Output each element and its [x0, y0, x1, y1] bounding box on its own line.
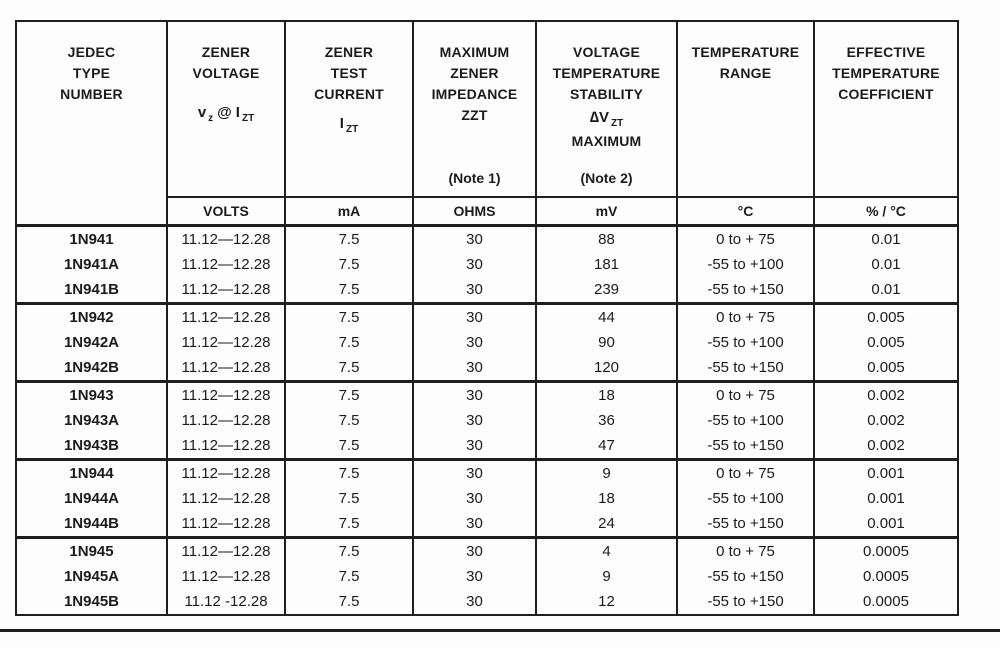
impedance-value: 30 [466, 334, 483, 351]
type-number: 1N945A [63, 568, 120, 585]
current-value: 7.5 [338, 387, 360, 404]
header-cell-stability [536, 21, 677, 197]
impedance-value: 30 [466, 387, 483, 404]
type-number: 1N943 [69, 387, 114, 404]
header-line: MAXIMUM [439, 44, 510, 60]
type-number: 1N942 [69, 309, 114, 326]
stability-value: 181 [593, 256, 620, 273]
header-line: ZENER [201, 44, 251, 60]
current-value: 7.5 [338, 465, 360, 482]
type-number: 1N944B [63, 515, 120, 532]
vz-at-izt-symbol: v $_z$ @ I $_{ZT}$ [197, 104, 255, 124]
current-value: 7.5 [338, 281, 360, 298]
voltage-cell [167, 460, 285, 538]
voltage-value: 11.12—12.28 [181, 256, 271, 273]
current-value: 7.5 [338, 256, 360, 273]
coefficient-value: 0.01 [871, 281, 901, 298]
header-line: RANGE [719, 65, 772, 81]
unit-mv: mV [536, 197, 677, 226]
impedance-value: 30 [466, 412, 483, 429]
header-line: MAXIMUM [571, 133, 642, 149]
stability-value: 239 [593, 281, 620, 298]
header-cell-impedance [413, 21, 536, 197]
voltage-value: 11.12—12.28 [181, 359, 271, 376]
unit-volts: VOLTS [167, 197, 285, 226]
impedance-cell [413, 538, 536, 616]
coefficient-value: 0.0005 [863, 568, 909, 585]
delta-vzt-symbol: ∆V $_{ZT}$ [589, 109, 624, 129]
impedance-value: 30 [466, 490, 483, 507]
izt-symbol: I $_{ZT}$ [339, 115, 359, 135]
range-value: 0 to + 75 [716, 387, 775, 404]
coefficient-cell [814, 460, 958, 538]
page-bottom-rule [0, 629, 1000, 632]
stability-value: 4 [602, 543, 611, 560]
impedance-value: 30 [466, 359, 483, 376]
range-value: -55 to +100 [707, 256, 784, 273]
type-number: 1N941A [63, 256, 120, 273]
stability-cell [536, 382, 677, 460]
note-1-reference: (Note 1) [448, 170, 501, 186]
header-cell-jedec [16, 21, 167, 226]
header-line: EFFECTIVE [846, 44, 926, 60]
voltage-value: 11.12—12.28 [181, 412, 271, 429]
spec-group-1n944 [16, 460, 958, 538]
impedance-value: 30 [466, 281, 483, 298]
type-number: 1N944 [69, 465, 114, 482]
range-value: -55 to +150 [707, 568, 784, 585]
impedance-cell [413, 382, 536, 460]
impedance-value: 30 [466, 231, 483, 248]
range-cell [677, 538, 814, 616]
coefficient-value: 0.005 [867, 309, 905, 326]
voltage-cell [167, 538, 285, 616]
voltage-value: 11.12—12.28 [181, 334, 271, 351]
stability-value: 90 [598, 334, 615, 351]
header-line: TEMPERATURE [691, 44, 800, 60]
impedance-value: 30 [466, 256, 483, 273]
type-cell [16, 460, 167, 538]
impedance-value: 30 [466, 437, 483, 454]
impedance-value: 30 [466, 309, 483, 326]
type-cell [16, 304, 167, 382]
coefficient-cell [814, 304, 958, 382]
spec-group-1n942 [16, 304, 958, 382]
coefficient-value: 0.01 [871, 231, 901, 248]
header-line: NUMBER [60, 86, 123, 102]
impedance-cell [413, 226, 536, 304]
type-number: 1N945 [69, 543, 114, 560]
current-value: 7.5 [338, 593, 360, 610]
header-line: TEMPERATURE [552, 65, 661, 81]
coefficient-value: 0.002 [867, 437, 905, 454]
type-number: 1N943B [63, 437, 120, 454]
header-line: IMPEDANCE [431, 86, 518, 102]
voltage-value: 11.12—12.28 [181, 515, 271, 532]
header-line: ZENER [450, 65, 499, 81]
type-number: 1N942A [63, 334, 120, 351]
spec-group-1n941 [16, 226, 958, 304]
stability-value: 24 [598, 515, 615, 532]
current-value: 7.5 [338, 359, 360, 376]
type-number: 1N944A [63, 490, 120, 507]
voltage-value: 11.12—12.28 [181, 568, 271, 585]
header-line: VOLTAGE [192, 65, 260, 81]
impedance-cell [413, 304, 536, 382]
current-value: 7.5 [338, 309, 360, 326]
coefficient-value: 0.002 [867, 412, 905, 429]
range-value: -55 to +150 [707, 593, 784, 610]
current-value: 7.5 [338, 490, 360, 507]
type-number: 1N941B [63, 281, 120, 298]
stability-cell [536, 538, 677, 616]
range-value: 0 to + 75 [716, 543, 775, 560]
stability-value: 18 [598, 490, 615, 507]
current-value: 7.5 [338, 437, 360, 454]
spec-group-1n943 [16, 382, 958, 460]
unit-ma: mA [285, 197, 413, 226]
voltage-cell [167, 382, 285, 460]
type-number: 1N945B [63, 593, 120, 610]
range-cell [677, 460, 814, 538]
range-cell [677, 226, 814, 304]
range-value: 0 to + 75 [716, 231, 775, 248]
voltage-value: 11.12—12.28 [181, 231, 271, 248]
impedance-value: 30 [466, 543, 483, 560]
header-line: VOLTAGE [573, 44, 640, 60]
voltage-value: 11.12—12.28 [181, 309, 271, 326]
stability-value: 18 [598, 387, 615, 404]
current-value: 7.5 [338, 568, 360, 585]
header-cell-zener-voltage [167, 21, 285, 197]
header-line: JEDEC [67, 44, 116, 60]
spec-group-1n945 [16, 538, 958, 616]
type-cell [16, 538, 167, 616]
current-value: 7.5 [338, 334, 360, 351]
stability-value: 36 [598, 412, 615, 429]
current-value: 7.5 [338, 515, 360, 532]
coefficient-cell [814, 382, 958, 460]
range-value: -55 to +150 [707, 515, 784, 532]
stability-cell [536, 304, 677, 382]
header-line: STABILITY [569, 86, 644, 102]
header-row [16, 21, 958, 197]
header-line: COEFFICIENT [838, 86, 934, 102]
header-line: ZENER [324, 44, 374, 60]
stability-cell [536, 226, 677, 304]
range-value: -55 to +150 [707, 359, 784, 376]
range-value: 0 to + 75 [716, 465, 775, 482]
type-number: 1N943A [63, 412, 120, 429]
note-2-reference: (Note 2) [580, 170, 633, 186]
type-number: 1N942B [63, 359, 120, 376]
header-cell-test-current [285, 21, 413, 197]
range-value: 0 to + 75 [716, 309, 775, 326]
impedance-value: 30 [466, 515, 483, 532]
coefficient-value: 0.001 [867, 490, 905, 507]
coefficient-value: 0.01 [871, 256, 901, 273]
stability-value: 44 [598, 309, 615, 326]
range-cell [677, 304, 814, 382]
coefficient-cell [814, 226, 958, 304]
stability-value: 9 [602, 465, 611, 482]
voltage-value: 11.12 -12.28 [184, 593, 268, 610]
current-cell [285, 538, 413, 616]
coefficient-cell [814, 538, 958, 616]
type-cell [16, 226, 167, 304]
current-value: 7.5 [338, 412, 360, 429]
header-cell-coefficient [814, 21, 958, 197]
impedance-cell [413, 460, 536, 538]
voltage-cell [167, 226, 285, 304]
voltage-value: 11.12—12.28 [181, 437, 271, 454]
coefficient-value: 0.0005 [863, 593, 909, 610]
coefficient-value: 0.0005 [863, 543, 909, 560]
range-cell [677, 382, 814, 460]
current-cell [285, 382, 413, 460]
current-cell [285, 304, 413, 382]
stability-value: 9 [602, 568, 611, 585]
range-value: -55 to +100 [707, 490, 784, 507]
header-line: TEST [330, 65, 368, 81]
stability-value: 12 [598, 593, 615, 610]
header-line: TEMPERATURE [832, 65, 940, 81]
header-line: ZZT [461, 107, 488, 123]
current-cell [285, 226, 413, 304]
zener-spec-table [15, 20, 959, 616]
unit-percent-per-celsius: % / °C [814, 197, 958, 226]
impedance-value: 30 [466, 465, 483, 482]
unit-ohms: OHMS [413, 197, 536, 226]
voltage-value: 11.12—12.28 [181, 490, 271, 507]
header-cell-temp-range [677, 21, 814, 197]
unit-celsius: °C [677, 197, 814, 226]
voltage-value: 11.12—12.28 [181, 387, 271, 404]
range-value: -55 to +150 [707, 281, 784, 298]
coefficient-value: 0.005 [867, 359, 905, 376]
current-value: 7.5 [338, 231, 360, 248]
voltage-value: 11.12—12.28 [181, 281, 271, 298]
type-number: 1N941 [69, 231, 114, 248]
impedance-value: 30 [466, 593, 483, 610]
header-line: TYPE [72, 65, 111, 81]
stability-cell [536, 460, 677, 538]
current-value: 7.5 [338, 543, 360, 560]
voltage-cell [167, 304, 285, 382]
coefficient-value: 0.001 [867, 465, 905, 482]
coefficient-value: 0.002 [867, 387, 905, 404]
voltage-value: 11.12—12.28 [181, 543, 271, 560]
range-value: -55 to +100 [707, 334, 784, 351]
stability-value: 88 [598, 231, 615, 248]
coefficient-value: 0.001 [867, 515, 905, 532]
coefficient-value: 0.005 [867, 334, 905, 351]
stability-value: 120 [593, 359, 620, 376]
stability-value: 47 [598, 437, 615, 454]
range-value: -55 to +150 [707, 437, 784, 454]
impedance-value: 30 [466, 568, 483, 585]
range-value: -55 to +100 [707, 412, 784, 429]
current-cell [285, 460, 413, 538]
type-cell [16, 382, 167, 460]
header-line: CURRENT [314, 86, 384, 102]
voltage-value: 11.12—12.28 [181, 465, 271, 482]
